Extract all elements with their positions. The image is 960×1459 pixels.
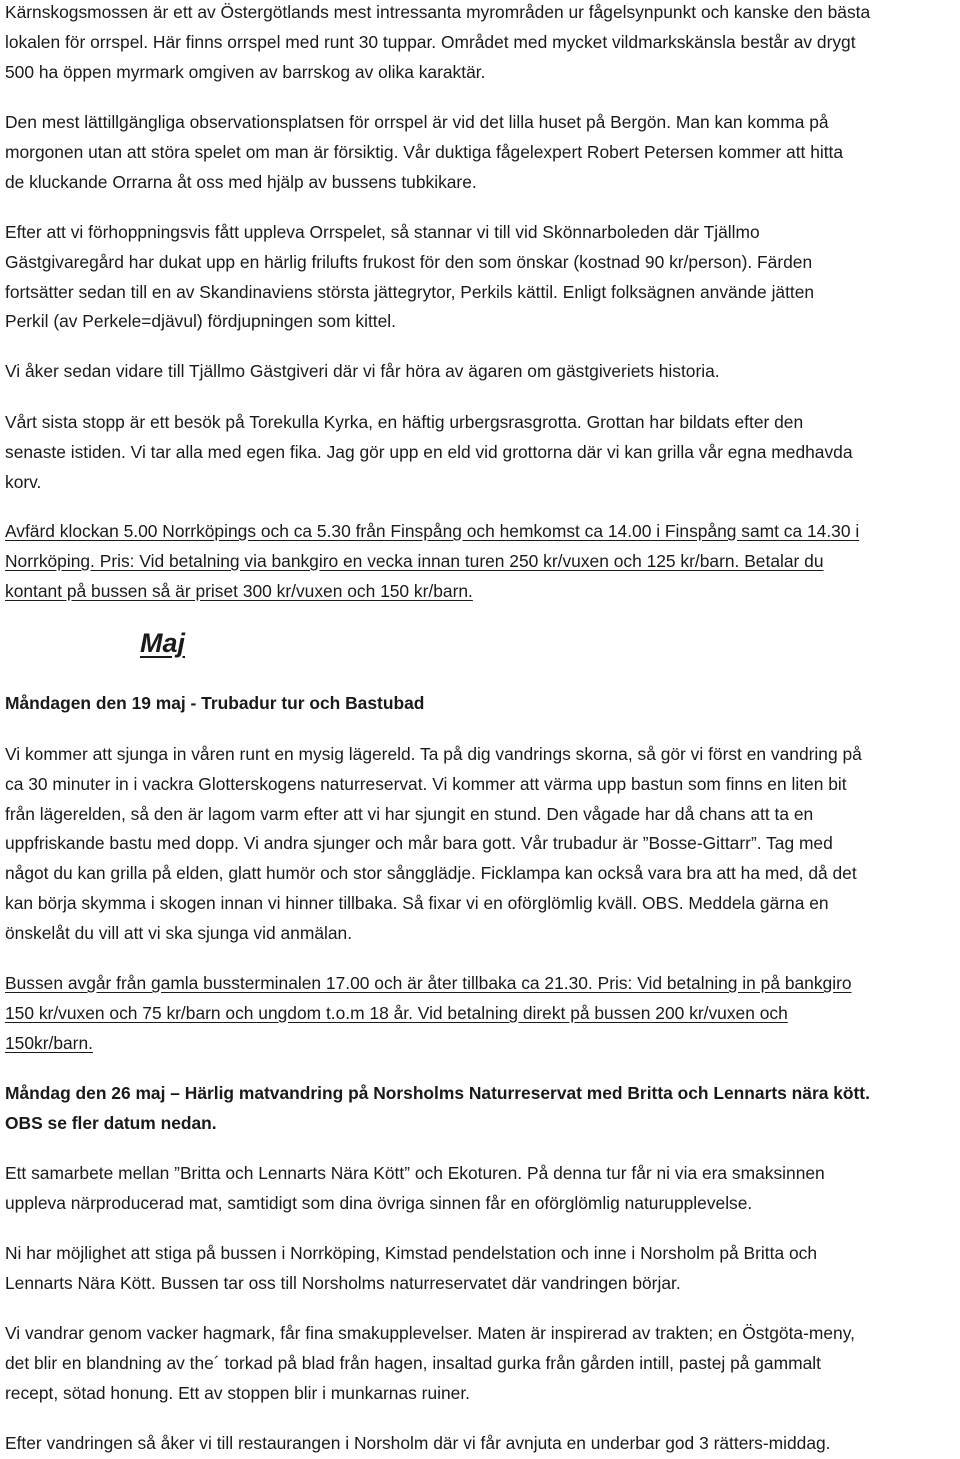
text-line: något du kan grilla på elden, glatt humör och stor sångglädje. Ficklampa kan också vara bra att ha med, då det (5, 863, 857, 884)
text-line: Perkil (av Perkele=djävul) fördjupningen som kittel. (5, 311, 396, 332)
text-line: Bussen avgår från gamla bussterminalen 17.00 och är åter tillbaka ca 21.30. Pris: Vid betalning in på bankgiro (5, 973, 852, 993)
text-line: Kärnskogsmossen är ett av Östergötlands mest intressanta myrområden ur fågelsynpunkt och kanske den bästa (5, 2, 871, 22)
text-line: från lägerelden, så den är lagom varm efter att vi har sjungit en stund. Den vågade har då chans att ta en (5, 803, 814, 824)
text-line: ca 30 minuter in i vackra Glotterskogens naturreservat. Vi kommer att värma upp bastun som finns en liten bit (5, 773, 847, 794)
month-heading: Maj (140, 628, 186, 658)
text-line: de kluckande Orrarna åt oss med hjälp av bussens tubkikare. (5, 171, 477, 192)
text-line: OBS se fler datum nedan. (5, 1112, 217, 1133)
paragraph-gastgiveri (5, 357, 955, 387)
text-line: Måndagen den 19 maj - Trubadur tur och Bastubad (5, 693, 425, 713)
text-line: 150 kr/vuxen och 75 kr/barn och ungdom t.o.m 18 år. Vid betalning direkt på bussen 200 kr/vuxen och (5, 1002, 788, 1023)
text-line: fortsätter sedan till en av Skandinaviens största jättegrytor, Perkils kättil. Enligt folksägnen använde jätten (5, 281, 815, 302)
paragraph-bus-price (5, 969, 955, 1058)
text-line: Gästgivaregård har dukat upp en härlig frilufts frukost för den som önskar (kostnad 90 kr/person). Färden (5, 251, 813, 272)
paragraph-karnskogsmossen (5, 0, 955, 87)
paragraph-bergon (5, 108, 955, 197)
text-line: korv. (5, 471, 42, 492)
event-title-trubadur (5, 689, 955, 719)
text-line: Ni har möjlighet att stiga på bussen i Norrköping, Kimstad pendelstation och inne i Norsholm på Britta och (5, 1243, 817, 1263)
text-line: Norrköping. Pris: Vid betalning via bankgiro en vecka innan turen 250 kr/vuxen och 125 kr/barn. Betalar du (5, 550, 824, 571)
paragraph-departure-price (5, 517, 955, 606)
text-line: morgonen utan att störa spelet om man är försiktig. Vår duktiga fågelexpert Robert Petersen kommer att hitta (5, 141, 844, 162)
text-line: uppfriskande bastu med dopp. Vi andra sjunger och mår bara gott. Vår trubadur är ”Bosse-Gittarr”. Tag med (5, 833, 833, 854)
text-line: Ett samarbete mellan ”Britta och Lennarts Nära Kött” och Ekoturen. På denna tur får ni via era smaksinnen (5, 1163, 825, 1183)
paragraph-vandrar (5, 1319, 955, 1408)
paragraph-tjallmo (5, 218, 955, 337)
text-line: Vi kommer att sjunga in våren runt en mysig lägereld. Ta på dig vandrings skorna, så gör vi först en vandring på (5, 744, 862, 764)
paragraph-trubadur (5, 740, 955, 949)
text-line: kan börja skymma i skogen innan vi hinner tillbaka. Så fixar vi en oförglömlig kväll. OBS. Meddela gärna en (5, 892, 829, 913)
text-line: Efter att vi förhoppningsvis fått uppleva Orrspelet, så stannar vi till vid Skönnarboleden där Tjällmo (5, 222, 760, 242)
text-line: Efter vandringen så åker vi till restaurangen i Norsholm där vi får avnjuta en underbar god 3 rätters-middag. (5, 1433, 831, 1453)
paragraph-samarbete (5, 1159, 955, 1219)
text-line: det blir en blandning av the´ torkad på blad från hagen, insaltad gurka från gården intill, pastej på gammalt (5, 1352, 821, 1373)
text-line: Vi vandrar genom vacker hagmark, får fina smakupplevelser. Maten är inspirerad av trakten; en Östgöta-meny, (5, 1323, 855, 1343)
text-line: 150kr/barn. (5, 1032, 93, 1053)
text-line: Måndag den 26 maj – Härlig matvandring på Norsholms Naturreservat med Britta och Lennarts nära kött. (5, 1083, 870, 1103)
text-line: Den mest lättillgängliga observationsplatsen för orrspel är vid det lilla huset på Bergön. Man kan komma på (5, 112, 829, 132)
text-line: 500 ha öppen myrmark omgiven av barrskog av olika karaktär. (5, 61, 486, 82)
text-line: recept, sötad honung. Ett av stoppen blir i munkarnas ruiner. (5, 1382, 470, 1403)
text-line: Lennarts Nära Kött. Bussen tar oss till Norsholms naturreservatet där vandringen börjar. (5, 1272, 681, 1293)
text-line: senaste istiden. Vi tar alla med egen fika. Jag gör upp en eld vid grottorna där vi kan grilla vår egna medhavda (5, 441, 853, 462)
paragraph-bussen (5, 1239, 955, 1299)
event-title-matvandring (5, 1079, 955, 1139)
paragraph-torekulla (5, 408, 955, 497)
text-line: kontant på bussen så är priset 300 kr/vuxen och 150 kr/barn. (5, 580, 473, 601)
text-line: uppleva närproducerad mat, samtidigt som dina övriga sinnen får en oförglömlig naturupplevelse. (5, 1192, 753, 1213)
text-line: lokalen för orrspel. Här finns orrspel med runt 30 tuppar. Området med mycket vildmarkskänsla består av drygt (5, 31, 856, 52)
text-line: Vi åker sedan vidare till Tjällmo Gästgiveri där vi får höra av ägaren om gästgiveriets historia. (5, 361, 720, 381)
paragraph-middag (5, 1429, 955, 1459)
text-line: önskelåt du vill att vi ska sjunga vid anmälan. (5, 922, 353, 943)
text-line: Avfärd klockan 5.00 Norrköpings och ca 5.30 från Finspång och hemkomst ca 14.00 i Finspång samt ca 14.30 i (5, 521, 860, 541)
text-line: Vårt sista stopp är ett besök på Torekulla Kyrka, en häftig urbergsrasgrotta. Grottan har bildats efter den (5, 412, 804, 432)
